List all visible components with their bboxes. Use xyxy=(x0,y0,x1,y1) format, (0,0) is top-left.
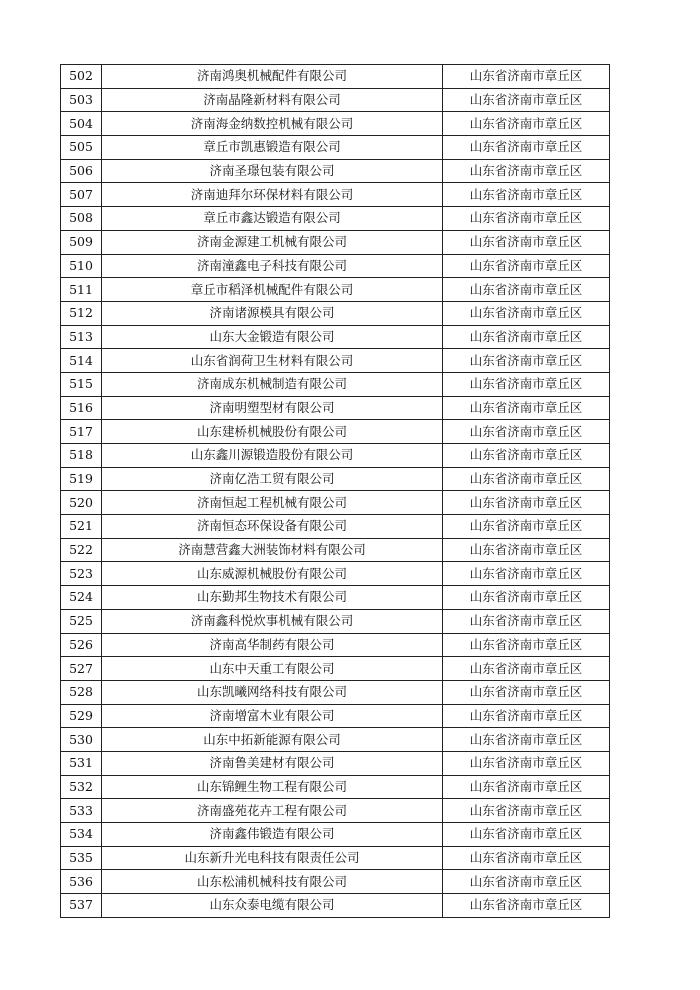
region-cell: 山东省济南市章丘区 xyxy=(443,301,610,325)
company-name-cell: 山东中拓新能源有限公司 xyxy=(102,728,443,752)
row-number-cell: 523 xyxy=(61,562,102,586)
company-name-cell: 济南潼鑫电子科技有限公司 xyxy=(102,254,443,278)
company-name-cell: 济南亿浩工贸有限公司 xyxy=(102,467,443,491)
table-row xyxy=(61,301,610,325)
region-cell: 山东省济南市章丘区 xyxy=(443,704,610,728)
row-number-cell: 524 xyxy=(61,586,102,610)
region-cell: 山东省济南市章丘区 xyxy=(443,657,610,681)
table-row xyxy=(61,65,610,89)
row-number-cell: 509 xyxy=(61,230,102,254)
row-number-cell: 502 xyxy=(61,65,102,89)
region-cell: 山东省济南市章丘区 xyxy=(443,775,610,799)
company-name-cell: 山东松浦机械科技有限公司 xyxy=(102,870,443,894)
row-number-cell: 515 xyxy=(61,372,102,396)
region-cell: 山东省济南市章丘区 xyxy=(443,894,610,918)
company-name-cell: 济南鲁美建材有限公司 xyxy=(102,751,443,775)
table-row xyxy=(61,349,610,373)
row-number-cell: 511 xyxy=(61,278,102,302)
company-name-cell: 济南恒起工程机械有限公司 xyxy=(102,491,443,515)
company-list-table-wrapper xyxy=(60,64,606,918)
row-number-cell: 532 xyxy=(61,775,102,799)
region-cell: 山东省济南市章丘区 xyxy=(443,420,610,444)
row-number-cell: 503 xyxy=(61,88,102,112)
region-cell: 山东省济南市章丘区 xyxy=(443,467,610,491)
table-row xyxy=(61,799,610,823)
table-row xyxy=(61,254,610,278)
region-cell: 山东省济南市章丘区 xyxy=(443,65,610,89)
company-name-cell: 山东威源机械股份有限公司 xyxy=(102,562,443,586)
table-row xyxy=(61,420,610,444)
table-row xyxy=(61,870,610,894)
table-row xyxy=(61,444,610,468)
region-cell: 山东省济南市章丘区 xyxy=(443,823,610,847)
region-cell: 山东省济南市章丘区 xyxy=(443,230,610,254)
row-number-cell: 508 xyxy=(61,207,102,231)
region-cell: 山东省济南市章丘区 xyxy=(443,112,610,136)
row-number-cell: 514 xyxy=(61,349,102,373)
region-cell: 山东省济南市章丘区 xyxy=(443,680,610,704)
region-cell: 山东省济南市章丘区 xyxy=(443,846,610,870)
region-cell: 山东省济南市章丘区 xyxy=(443,278,610,302)
row-number-cell: 529 xyxy=(61,704,102,728)
region-cell: 山东省济南市章丘区 xyxy=(443,751,610,775)
company-name-cell: 山东众泰电缆有限公司 xyxy=(102,894,443,918)
table-row xyxy=(61,467,610,491)
table-row xyxy=(61,136,610,160)
row-number-cell: 513 xyxy=(61,325,102,349)
row-number-cell: 531 xyxy=(61,751,102,775)
region-cell: 山东省济南市章丘区 xyxy=(443,515,610,539)
row-number-cell: 505 xyxy=(61,136,102,160)
row-number-cell: 534 xyxy=(61,823,102,847)
table-row xyxy=(61,775,610,799)
region-cell: 山东省济南市章丘区 xyxy=(443,349,610,373)
table-row xyxy=(61,396,610,420)
company-name-cell: 山东大金锻造有限公司 xyxy=(102,325,443,349)
region-cell: 山东省济南市章丘区 xyxy=(443,538,610,562)
row-number-cell: 535 xyxy=(61,846,102,870)
company-name-cell: 济南增富木业有限公司 xyxy=(102,704,443,728)
company-name-cell: 济南鑫伟锻造有限公司 xyxy=(102,823,443,847)
company-name-cell: 济南迪拜尔环保材料有限公司 xyxy=(102,183,443,207)
region-cell: 山东省济南市章丘区 xyxy=(443,136,610,160)
row-number-cell: 519 xyxy=(61,467,102,491)
row-number-cell: 506 xyxy=(61,159,102,183)
region-cell: 山东省济南市章丘区 xyxy=(443,207,610,231)
table-row xyxy=(61,609,610,633)
row-number-cell: 525 xyxy=(61,609,102,633)
region-cell: 山东省济南市章丘区 xyxy=(443,870,610,894)
table-row xyxy=(61,230,610,254)
row-number-cell: 512 xyxy=(61,301,102,325)
company-list-table-body xyxy=(61,65,610,918)
table-row xyxy=(61,112,610,136)
table-row xyxy=(61,278,610,302)
table-row xyxy=(61,657,610,681)
table-row xyxy=(61,751,610,775)
company-list-table xyxy=(60,64,610,918)
company-name-cell: 济南盛苑花卉工程有限公司 xyxy=(102,799,443,823)
row-number-cell: 504 xyxy=(61,112,102,136)
company-name-cell: 济南明塑型材有限公司 xyxy=(102,396,443,420)
company-name-cell: 济南金源建工机械有限公司 xyxy=(102,230,443,254)
company-name-cell: 济南成东机械制造有限公司 xyxy=(102,372,443,396)
company-name-cell: 山东勤邦生物技术有限公司 xyxy=(102,586,443,610)
row-number-cell: 520 xyxy=(61,491,102,515)
row-number-cell: 507 xyxy=(61,183,102,207)
company-name-cell: 山东鑫川源锻造股份有限公司 xyxy=(102,444,443,468)
region-cell: 山东省济南市章丘区 xyxy=(443,183,610,207)
row-number-cell: 528 xyxy=(61,680,102,704)
company-name-cell: 济南海金纳数控机械有限公司 xyxy=(102,112,443,136)
region-cell: 山东省济南市章丘区 xyxy=(443,372,610,396)
region-cell: 山东省济南市章丘区 xyxy=(443,254,610,278)
table-row xyxy=(61,183,610,207)
table-row xyxy=(61,372,610,396)
region-cell: 山东省济南市章丘区 xyxy=(443,633,610,657)
region-cell: 山东省济南市章丘区 xyxy=(443,325,610,349)
region-cell: 山东省济南市章丘区 xyxy=(443,396,610,420)
table-row xyxy=(61,823,610,847)
region-cell: 山东省济南市章丘区 xyxy=(443,159,610,183)
table-row xyxy=(61,704,610,728)
table-row xyxy=(61,515,610,539)
company-name-cell: 山东中天重工有限公司 xyxy=(102,657,443,681)
company-name-cell: 济南圣璟包装有限公司 xyxy=(102,159,443,183)
table-row xyxy=(61,207,610,231)
region-cell: 山东省济南市章丘区 xyxy=(443,728,610,752)
row-number-cell: 521 xyxy=(61,515,102,539)
company-name-cell: 济南晶隆新材料有限公司 xyxy=(102,88,443,112)
table-row xyxy=(61,894,610,918)
row-number-cell: 537 xyxy=(61,894,102,918)
company-name-cell: 济南慧营鑫大洲装饰材料有限公司 xyxy=(102,538,443,562)
company-name-cell: 济南鸿奥机械配件有限公司 xyxy=(102,65,443,89)
row-number-cell: 533 xyxy=(61,799,102,823)
company-name-cell: 章丘市凯惠锻造有限公司 xyxy=(102,136,443,160)
region-cell: 山东省济南市章丘区 xyxy=(443,562,610,586)
region-cell: 山东省济南市章丘区 xyxy=(443,609,610,633)
company-name-cell: 山东凯曦网络科技有限公司 xyxy=(102,680,443,704)
table-row xyxy=(61,538,610,562)
row-number-cell: 527 xyxy=(61,657,102,681)
table-row xyxy=(61,680,610,704)
table-row xyxy=(61,491,610,515)
region-cell: 山东省济南市章丘区 xyxy=(443,799,610,823)
region-cell: 山东省济南市章丘区 xyxy=(443,444,610,468)
region-cell: 山东省济南市章丘区 xyxy=(443,586,610,610)
table-row xyxy=(61,88,610,112)
region-cell: 山东省济南市章丘区 xyxy=(443,88,610,112)
row-number-cell: 510 xyxy=(61,254,102,278)
table-row xyxy=(61,846,610,870)
table-row xyxy=(61,728,610,752)
row-number-cell: 526 xyxy=(61,633,102,657)
company-name-cell: 山东建桥机械股份有限公司 xyxy=(102,420,443,444)
company-name-cell: 山东锦鲤生物工程有限公司 xyxy=(102,775,443,799)
row-number-cell: 530 xyxy=(61,728,102,752)
company-name-cell: 济南鑫科悦炊事机械有限公司 xyxy=(102,609,443,633)
row-number-cell: 516 xyxy=(61,396,102,420)
table-row xyxy=(61,159,610,183)
company-name-cell: 济南诸源模具有限公司 xyxy=(102,301,443,325)
table-row xyxy=(61,325,610,349)
company-name-cell: 章丘市稻泽机械配件有限公司 xyxy=(102,278,443,302)
company-name-cell: 山东新升光电科技有限责任公司 xyxy=(102,846,443,870)
row-number-cell: 522 xyxy=(61,538,102,562)
row-number-cell: 536 xyxy=(61,870,102,894)
company-name-cell: 山东省润荷卫生材料有限公司 xyxy=(102,349,443,373)
company-name-cell: 章丘市鑫达锻造有限公司 xyxy=(102,207,443,231)
region-cell: 山东省济南市章丘区 xyxy=(443,491,610,515)
row-number-cell: 517 xyxy=(61,420,102,444)
company-name-cell: 济南恒态环保设备有限公司 xyxy=(102,515,443,539)
table-row xyxy=(61,633,610,657)
table-row xyxy=(61,562,610,586)
company-name-cell: 济南高华制药有限公司 xyxy=(102,633,443,657)
row-number-cell: 518 xyxy=(61,444,102,468)
table-row xyxy=(61,586,610,610)
